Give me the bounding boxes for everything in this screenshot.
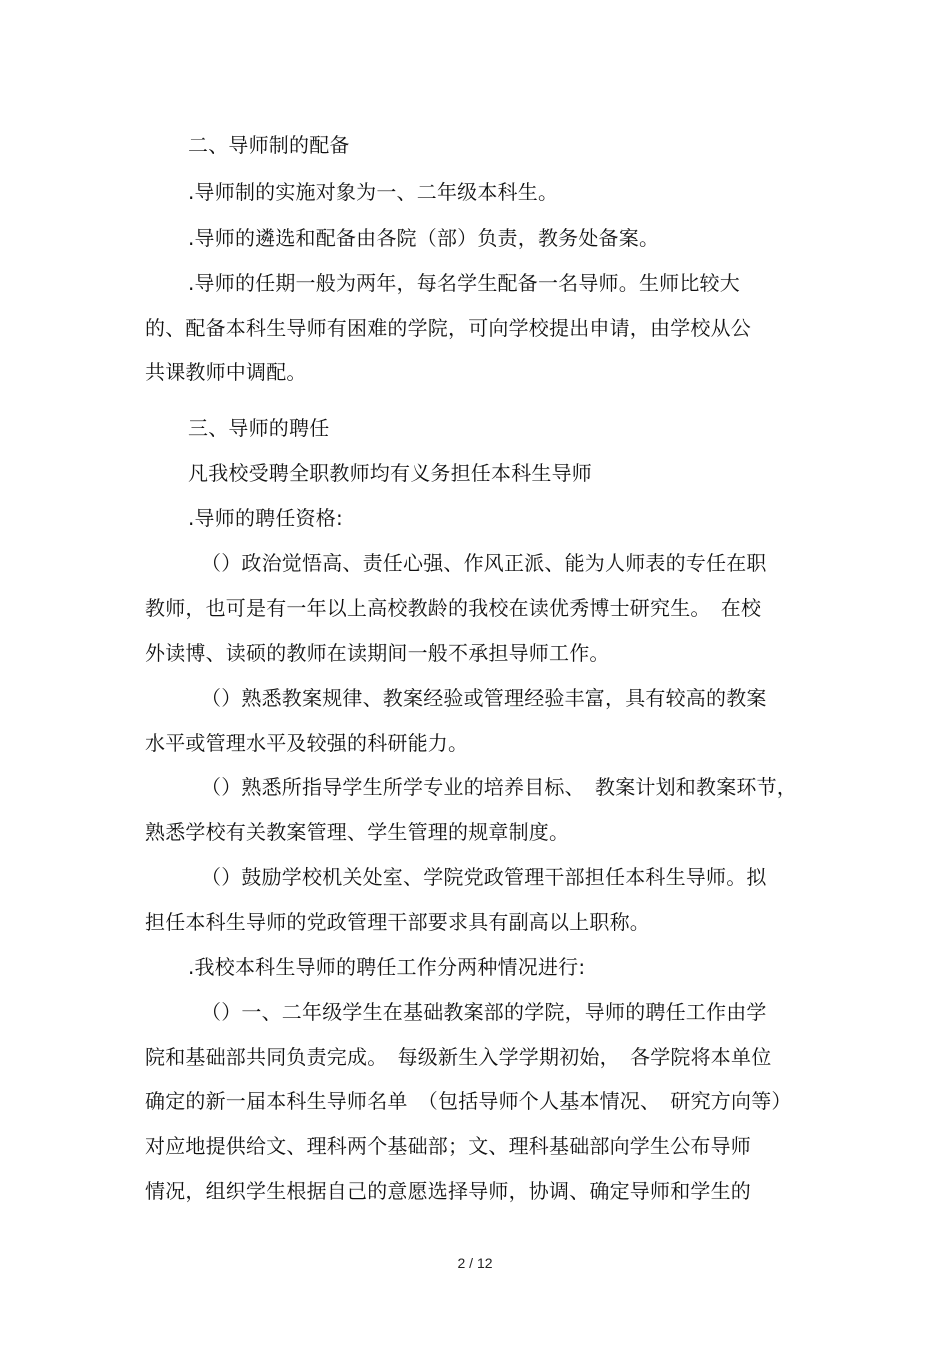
paragraph-line: 凡我校受聘全职教师均有义务担任本科生导师: [188, 461, 592, 485]
section-heading-3: 三、导师的聘任: [188, 416, 330, 440]
paragraph-line: .我校本科生导师的聘任工作分两种情况进行:: [188, 955, 586, 979]
paragraph-line: 的、配备本科生导师有困难的学院，可向学校提出申请，由学校从公: [145, 316, 751, 340]
section-heading-2: 二、导师制的配备: [188, 133, 350, 157]
paragraph-line: .导师的聘任资格:: [188, 506, 343, 530]
paragraph-line: .导师制的实施对象为一、二年级本科生。: [188, 180, 559, 204]
paragraph-line: 院和基础部共同负责完成。 每级新生入学学期初始， 各学院将本单位: [145, 1045, 772, 1069]
paragraph-line: 确定的新一届本科生导师名单 （包括导师个人基本情况、 研究方向等）: [145, 1089, 792, 1113]
paragraph-line: （）熟悉教案规律、教案经验或管理经验丰富，具有较高的教案: [201, 686, 767, 710]
paragraph-line: （）鼓励学校机关处室、学院党政管理干部担任本科生导师。拟: [201, 865, 767, 889]
paragraph-line: 教师，也可是有一年以上高校教龄的我校在读优秀博士研究生。 在校: [145, 596, 762, 620]
paragraph-line: 水平或管理水平及较强的科研能力。: [145, 731, 469, 755]
paragraph-line: .导师的任期一般为两年，每名学生配备一名导师。生师比较大: [188, 271, 740, 295]
paragraph-line: （）政治觉悟高、责任心强、作风正派、能为人师表的专任在职: [201, 551, 767, 575]
paragraph-line: 对应地提供给文、理科两个基础部；文、理科基础部向学生公布导师: [145, 1134, 751, 1158]
paragraph-line: （）熟悉所指导学生所学专业的培养目标、 教案计划和教案环节，: [201, 775, 797, 799]
page-number: 2 / 12: [457, 1255, 493, 1271]
paragraph-line: .导师的遴选和配备由各院（部）负责，教务处备案。: [188, 226, 660, 250]
paragraph-line: （）一、二年级学生在基础教案部的学院，导师的聘任工作由学: [201, 1000, 767, 1024]
paragraph-line: 外读博、读硕的教师在读期间一般不承担导师工作。: [145, 641, 610, 665]
paragraph-line: 共课教师中调配。: [145, 360, 307, 384]
paragraph-line: 担任本科生导师的党政管理干部要求具有副高以上职称。: [145, 910, 650, 934]
paragraph-line: 熟悉学校有关教案管理、学生管理的规章制度。: [145, 820, 570, 844]
paragraph-line: 情况，组织学生根据自己的意愿选择导师，协调、确定导师和学生的: [145, 1179, 751, 1203]
